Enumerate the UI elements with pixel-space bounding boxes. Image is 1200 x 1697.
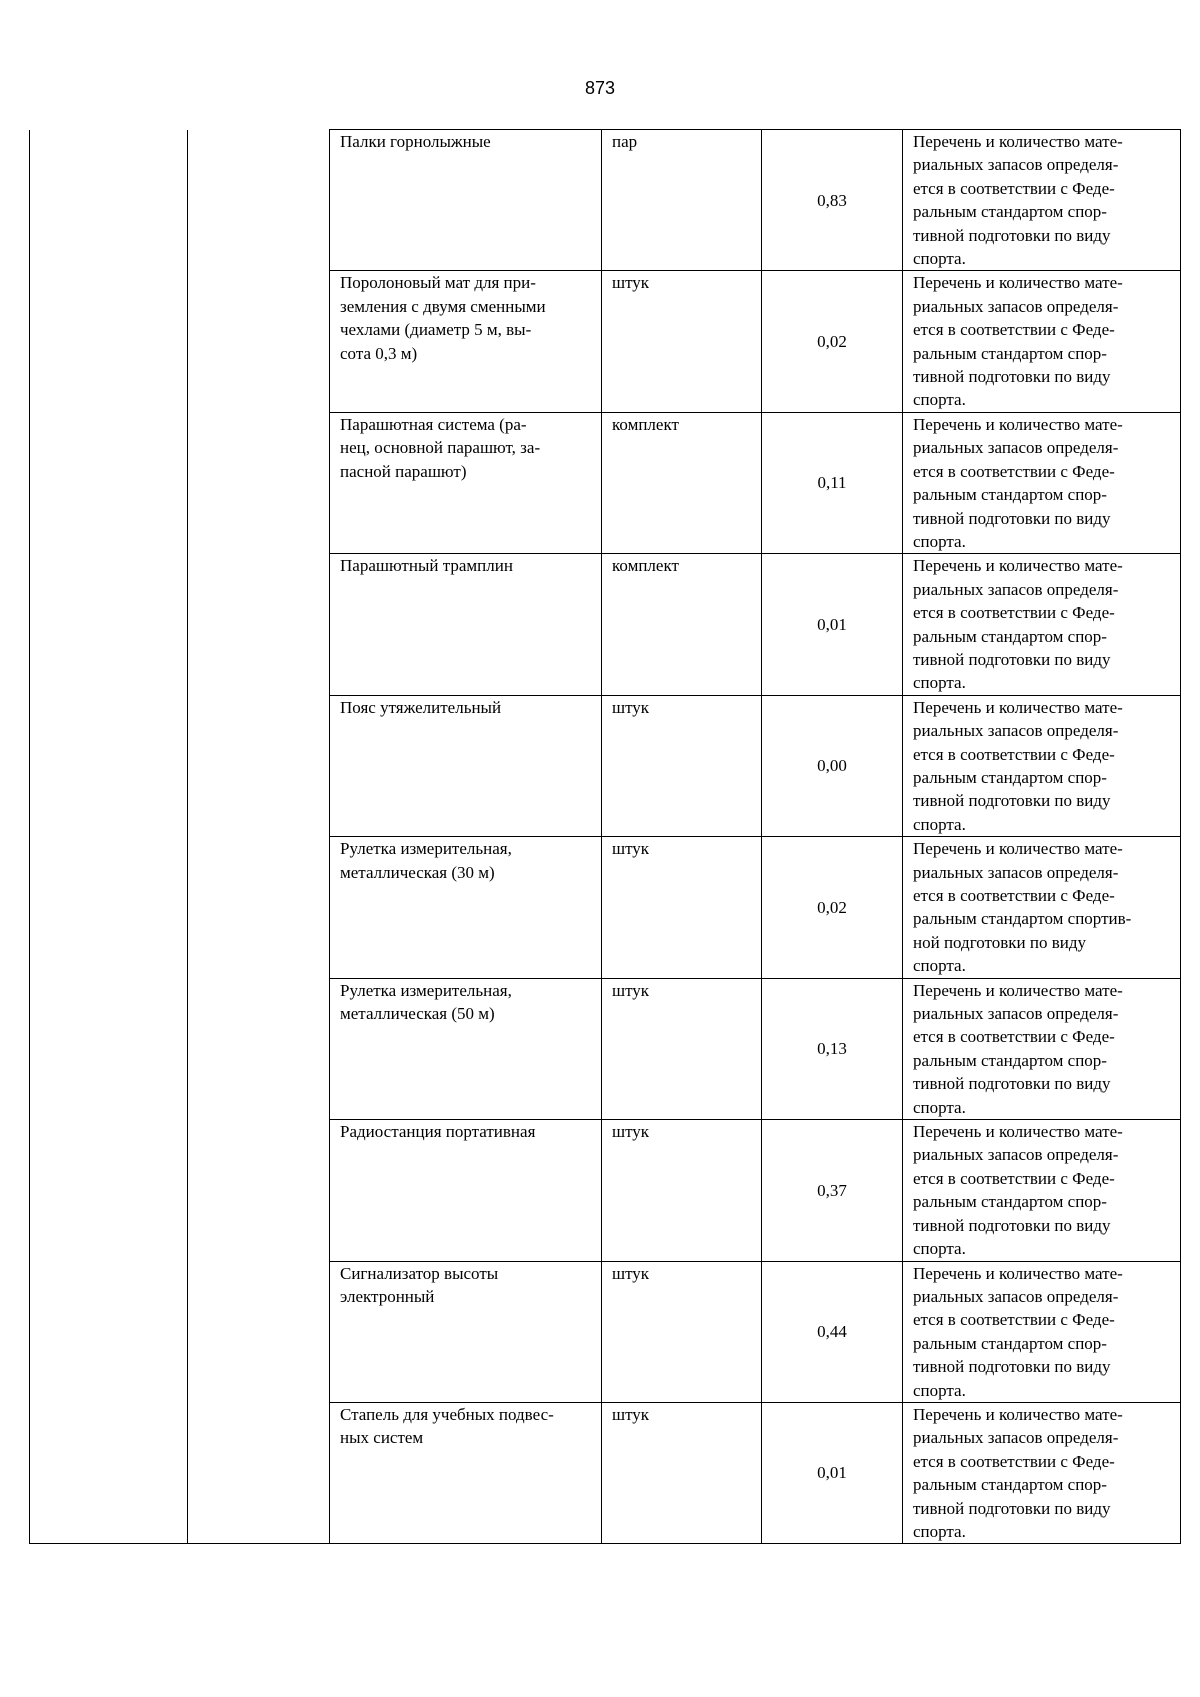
item-name: Поролоновый мат для при- земления с двумя сменными чехлами (диаметр 5 м, вы- сота 0,3 м)	[340, 273, 546, 363]
note-cell	[903, 1402, 1181, 1543]
unit-cell	[602, 978, 762, 1119]
empty-cell	[188, 978, 330, 1119]
note-cell	[903, 837, 1181, 978]
page-number: 873	[584, 78, 616, 98]
table-row	[30, 1402, 1181, 1543]
unit-cell	[602, 837, 762, 978]
item-note: Перечень и количество мате- риальных запасов определя- ется в соответствии с Феде- ральным стандартом спор- тивной подготовки по виду спорта.	[913, 556, 1123, 693]
empty-cell	[30, 412, 188, 553]
item-note: Перечень и количество мате- риальных запасов определя- ется в соответствии с Феде- ральным стандартом спор- тивной подготовки по виду спорта.	[913, 980, 1123, 1117]
item-name: Сигнализатор высоты электронный	[340, 1263, 499, 1306]
item-note: Перечень и количество мате- риальных запасов определя- ется в соответствии с Феде- ральным стандартом спортив- ной подготовки по виду спорта.	[913, 839, 1132, 976]
quantity-cell	[762, 130, 903, 271]
quantity-cell	[762, 271, 903, 412]
quantity-cell	[762, 1120, 903, 1261]
materials-table	[29, 129, 1181, 1544]
item-name: Парашютный трамплин	[340, 556, 513, 576]
item-name: Пояс утяжелительный	[340, 697, 502, 717]
item-quantity: 0,11	[817, 473, 847, 493]
empty-cell	[30, 130, 188, 271]
item-unit: штук	[612, 273, 650, 293]
quantity-cell	[762, 695, 903, 836]
unit-cell	[602, 1120, 762, 1261]
empty-cell	[188, 695, 330, 836]
table-row	[30, 978, 1181, 1119]
note-cell	[903, 130, 1181, 271]
item-name: Стапель для учебных подвес- ных систем	[340, 1404, 554, 1448]
item-unit: пар	[612, 132, 638, 151]
empty-cell	[188, 837, 330, 978]
item-name: Радиостанция портативная	[340, 1122, 536, 1142]
item-name: Рулетка измерительная, металлическая (30 м)	[340, 839, 512, 882]
table-row	[30, 271, 1181, 412]
item-unit: штук	[612, 980, 650, 1000]
note-cell	[903, 1120, 1181, 1261]
item-name-cell	[330, 1261, 602, 1402]
note-cell	[903, 412, 1181, 553]
table-row	[30, 412, 1181, 553]
note-cell	[903, 978, 1181, 1119]
note-cell	[903, 554, 1181, 695]
item-unit: штук	[612, 839, 650, 859]
item-name: Палки горнолыжные	[340, 132, 491, 151]
item-name-cell	[330, 271, 602, 412]
unit-cell	[602, 130, 762, 271]
item-name-cell	[330, 1120, 602, 1261]
table-row	[30, 1120, 1181, 1261]
empty-cell	[188, 271, 330, 412]
item-name-cell	[330, 695, 602, 836]
item-unit: комплект	[612, 556, 679, 576]
item-name-cell	[330, 554, 602, 695]
empty-cell	[188, 130, 330, 271]
item-quantity: 0,01	[817, 614, 847, 634]
empty-cell	[188, 1402, 330, 1543]
item-quantity: 0,83	[817, 190, 847, 210]
quantity-cell	[762, 554, 903, 695]
item-unit: штук	[612, 1122, 650, 1142]
table-row	[30, 130, 1181, 271]
empty-cell	[188, 1261, 330, 1402]
item-name-cell	[330, 1402, 602, 1543]
item-note: Перечень и количество мате- риальных запасов определя- ется в соответствии с Феде- ральным стандартом спор- тивной подготовки по виду спорта.	[913, 1263, 1123, 1400]
unit-cell	[602, 554, 762, 695]
note-cell	[903, 1261, 1181, 1402]
item-unit: штук	[612, 697, 650, 717]
item-unit: штук	[612, 1263, 650, 1283]
item-note: Перечень и количество мате- риальных запасов определя- ется в соответствии с Феде- ральным стандартом спор- тивной подготовки по виду спорта.	[913, 132, 1123, 269]
note-cell	[903, 271, 1181, 412]
empty-cell	[30, 978, 188, 1119]
materials-table-body	[30, 130, 1181, 1544]
item-note: Перечень и количество мате- риальных запасов определя- ется в соответствии с Феде- ральным стандартом спор- тивной подготовки по виду спорта.	[913, 273, 1123, 410]
table-row	[30, 837, 1181, 978]
empty-cell	[30, 554, 188, 695]
empty-cell	[30, 271, 188, 412]
item-quantity: 0,01	[817, 1463, 847, 1483]
item-quantity: 0,37	[817, 1180, 847, 1200]
item-note: Перечень и количество мате- риальных запасов определя- ется в соответствии с Феде- ральным стандартом спор- тивной подготовки по виду спорта.	[913, 1122, 1123, 1259]
empty-cell	[30, 1402, 188, 1543]
empty-cell	[30, 837, 188, 978]
item-name-cell	[330, 412, 602, 553]
item-quantity: 0,00	[817, 756, 847, 776]
unit-cell	[602, 1402, 762, 1543]
empty-cell	[188, 1120, 330, 1261]
empty-cell	[30, 1120, 188, 1261]
item-name-cell	[330, 978, 602, 1119]
item-note: Перечень и количество мате- риальных запасов определя- ется в соответствии с Феде- ральным стандартом спор- тивной подготовки по виду спорта.	[913, 414, 1123, 551]
empty-cell	[188, 412, 330, 553]
quantity-cell	[762, 1402, 903, 1543]
item-quantity: 0,02	[817, 897, 847, 917]
item-quantity: 0,44	[817, 1322, 847, 1342]
unit-cell	[602, 271, 762, 412]
unit-cell	[602, 695, 762, 836]
quantity-cell	[762, 837, 903, 978]
item-quantity: 0,13	[817, 1039, 847, 1059]
note-cell	[903, 695, 1181, 836]
quantity-cell	[762, 1261, 903, 1402]
item-quantity: 0,02	[817, 331, 847, 351]
table-row	[30, 695, 1181, 836]
quantity-cell	[762, 412, 903, 553]
item-note: Перечень и количество мате- риальных запасов определя- ется в соответствии с Феде- ральным стандартом спор- тивной подготовки по виду спорта.	[913, 697, 1123, 834]
item-name-cell	[330, 837, 602, 978]
empty-cell	[30, 695, 188, 836]
item-note: Перечень и количество мате- риальных запасов определя- ется в соответствии с Феде- ральным стандартом спор- тивной подготовки по виду спорта.	[913, 1404, 1123, 1541]
item-unit: штук	[612, 1404, 650, 1424]
item-name-cell	[330, 130, 602, 271]
empty-cell	[30, 1261, 188, 1402]
item-name: Рулетка измерительная, металлическая (50 м)	[340, 980, 512, 1024]
empty-cell	[188, 554, 330, 695]
table-row	[30, 1261, 1181, 1402]
quantity-cell	[762, 978, 903, 1119]
item-unit: комплект	[612, 414, 679, 434]
item-name: Парашютная система (ра- нец, основной парашют, за- пасной парашют)	[340, 414, 541, 481]
unit-cell	[602, 412, 762, 553]
table-row	[30, 554, 1181, 695]
unit-cell	[602, 1261, 762, 1402]
